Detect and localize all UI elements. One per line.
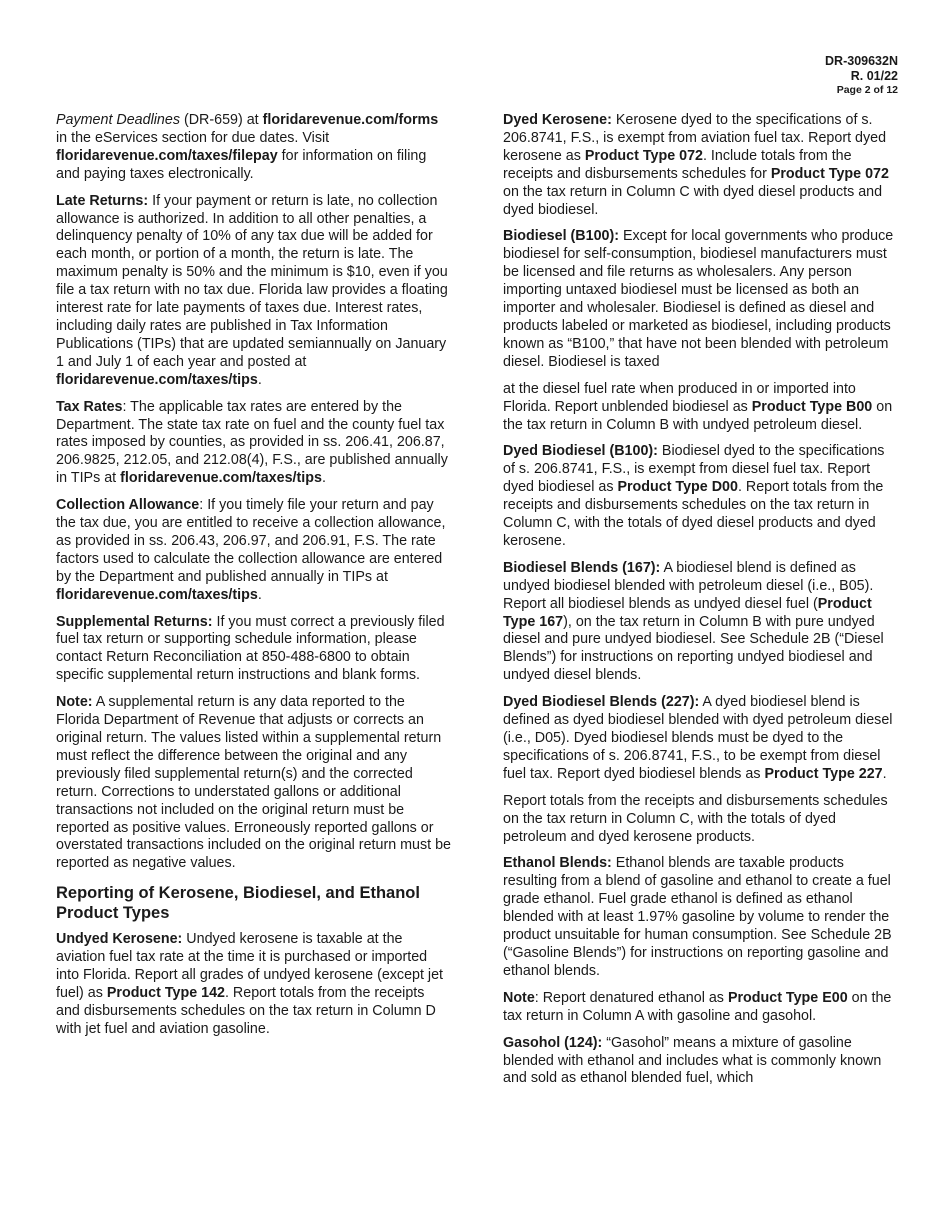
supplemental-returns-paragraph: Supplemental Returns: If you must correct a previously filed fuel tax return or supporting schedule information, please contact Return Reconciliation at 850-488-6800 to obtain specific supplemental return instructions and blank forms. (56, 613, 445, 684)
undyed-kerosene-paragraph: Undyed Kerosene: Undyed kerosene is taxable at the aviation fuel tax rate at the time it is purchased or imported into Florida. Report all grades of undyed kerosene (except jet fuel) as Product Type 142. Report totals from the receipts and disbursements schedules on the tax return in Column D with jet fuel and aviation gasoline. (56, 931, 444, 1037)
section-heading: Reporting of Kerosene, Biodiesel, and Ethanol Product Types (56, 884, 420, 923)
gasohol-paragraph: Gasohol (124): “Gasohol” means a mixture of gasoline blended with ethanol and includes what is commonly known and sold as ethanol blended fuel, which (503, 1034, 882, 1087)
dyed-kerosene-paragraph: Dyed Kerosene: Kerosene dyed to the specifications of s. 206.8741, F.S., is exempt from aviation fuel tax. Report dyed kerosene as Product Type 072. Include totals from the receipts and disbursements schedules for Product Type 072 on the tax return in Column C with dyed diesel products and dyed biodiesel. (503, 112, 889, 218)
filepay-link: floridarevenue.com/taxes/filepay (56, 147, 278, 164)
ethanol-note-paragraph: Note: Report denatured ethanol as Product Type E00 on the tax return in Column A with gasoline and gasohol. (503, 989, 892, 1024)
tax-rates-paragraph: Tax Rates: The applicable tax rates are entered by the Department. The state tax rate on fuel and the county fuel tax rates imposed by counties, as provided in ss. 206.41, 206.87, 206.9825, 212.05, and 212.08(4), F.S., are published annually in TIPs at floridarevenue.com/taxes/tips. (56, 398, 448, 487)
biodiesel-continued-paragraph: at the diesel fuel rate when produced in or imported into Florida. Report unblended biodiesel as Product Type B00 on the tax return in Column B with undyed petroleum diesel. (503, 380, 893, 433)
page-number: Page 2 of 12 (836, 84, 898, 96)
form-number: DR-309632N (825, 54, 898, 68)
tips-link: floridarevenue.com/taxes/tips (56, 586, 258, 603)
payment-deadlines-paragraph: Payment Deadlines (DR-659) at floridarevenue.com/forms in the eServices section for due dates. Visit floridarevenue.com/taxes/filepay for information on filing and paying taxes electronically. (56, 112, 439, 182)
left-column (56, 112, 451, 1048)
report-totals-paragraph: Report totals from the receipts and disbursements schedules on the tax return in Column C, with the totals of dyed petroleum and dyed kerosene products. (503, 792, 888, 845)
tips-link: floridarevenue.com/taxes/tips (56, 371, 258, 388)
forms-link: floridarevenue.com/forms (262, 112, 439, 128)
tips-link: floridarevenue.com/taxes/tips (120, 470, 322, 487)
dyed-biodiesel-blends-paragraph: Dyed Biodiesel Blends (227): A dyed biodiesel blend is defined as dyed biodiesel blended with dyed petroleum diesel (i.e., D05). Dyed biodiesel blends must be dyed to the specifications of s. 206.8741, F.S., to be exempt from diesel fuel tax. Report dyed biodiesel blends as Product Type 227. (503, 694, 893, 782)
form-header (825, 54, 898, 97)
collection-allowance-paragraph: Collection Allowance: If you timely file your return and pay the tax due, you are entitled to receive a collection allowance, as provided in ss. 206.43, 206.97, and 206.91, F.S. The rate factors used to calculate the collection allowance are entered by the Department and published annually in TIPs at floridarevenue.com/taxes/tips. (56, 497, 446, 603)
supplemental-note-paragraph: Note: A supplemental return is any data reported to the Florida Department of Revenue that adjusts or corrects an original return. The values listed within a supplemental return must reflect the difference between the original and any previously filed supplemental return(s) and the corrected return. Corrections to understated gallons or additional transactions not included on the original return must be reported as positive values. Erroneously reported gallons or overstated transactions included on the original return must be reported as negative values. (56, 694, 451, 872)
late-returns-paragraph: Late Returns: If your payment or return is late, no collection allowance is authorized. In addition to all other penalties, a delinquency penalty of 10% of any tax due will be added for each month, or portion of a month, the return is late. The maximum penalty is 50% and the minimum is $10, even if you file a tax return with no tax due. Florida law provides a floating interest rate for late payments of taxes due. Interest rates, including daily rates are published in Tax Information Publications (TIPs) that are updated semiannually on January 1 and July 1 of each year and posted at floridarevenue.com/taxes/tips. (56, 192, 448, 388)
form-revision: R. 01/22 (850, 69, 898, 83)
right-column (503, 112, 895, 1097)
biodiesel-blends-paragraph: Biodiesel Blends (167): A biodiesel blend is defined as undyed biodiesel blended with petroleum diesel (i.e., B05). Report all biodiesel blends as undyed diesel fuel (Product Type 167), on the tax return in Column B with pure undyed diesel and pure undyed biodiesel. See Schedule 2B (“Diesel Blends”) for instructions on reporting undyed biodiesel and undyed diesel blends. (503, 559, 884, 684)
dyed-biodiesel-paragraph: Dyed Biodiesel (B100): Biodiesel dyed to the specifications of s. 206.8741, F.S., is exempt from diesel fuel tax. Report dyed biodiesel as Product Type D00. Report totals from the receipts and disbursements schedules on the tax return in Column C, with the totals of dyed diesel products and dyed kerosene. (503, 443, 885, 549)
biodiesel-paragraph: Biodiesel (B100): Except for local governments who produce biodiesel for self-consumption, biodiesel manufacturers must be licensed and file returns as wholesalers. Any person importing untaxed biodiesel must be licensed as both an importer and wholesaler. Biodiesel is defined as diesel and products labeled or marketed as biodiesel, including products known as “B100,” that have not been blended with petroleum diesel. Biodiesel is taxed (503, 228, 894, 370)
ethanol-blends-paragraph: Ethanol Blends: Ethanol blends are taxable products resulting from a blend of gasoline and ethanol to create a fuel grade ethanol. Fuel grade ethanol is defined as ethanol blended with at least 1.97% gasoline by volume to render the product unsuitable for human consumption. See Schedule 2B (“Gasoline Blends”) for instructions on reporting gasoline and ethanol blends. (503, 855, 892, 979)
